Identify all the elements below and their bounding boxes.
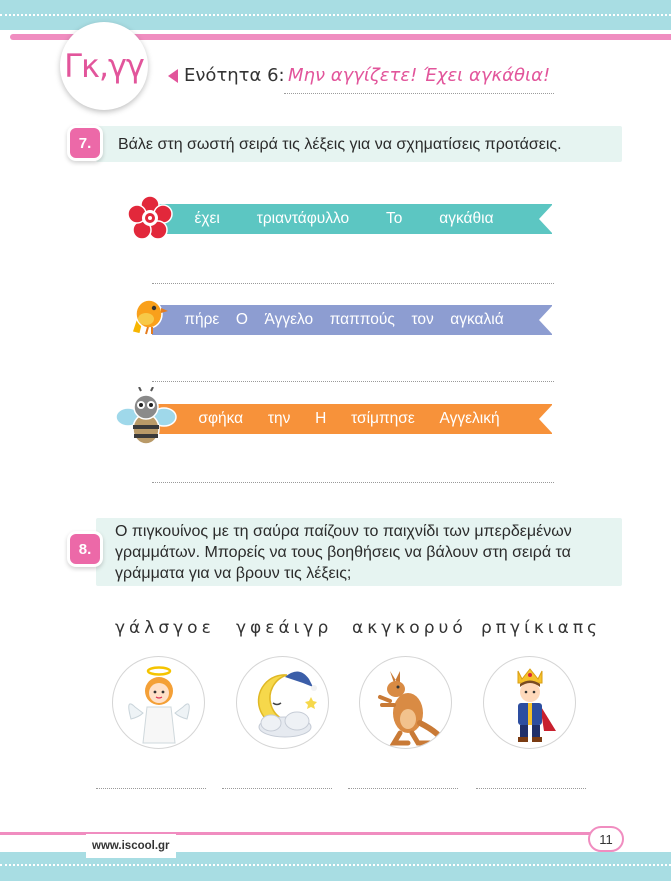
ribbon-word: τσίμπησε [351, 410, 415, 427]
exercise-7-instruction: Βάλε στη σωστή σειρά τις λέξεις για να σχηματίσεις προτάσεις. [118, 136, 562, 153]
triangle-left-icon [168, 69, 178, 83]
ribbon-word: αγκαλιά [450, 311, 504, 328]
page-number: 11 [588, 826, 624, 852]
unit-title: Μην αγγίζετε! Έχει αγκάθια! [288, 65, 551, 86]
ribbon-word: σφήκα [198, 410, 244, 427]
instruction-line: γραμμάτων. Μπορείς να τους βοηθήσεις να βάλουν στη σειρά τα [115, 544, 571, 561]
word-answer-line-4 [476, 788, 586, 789]
flower-icon [126, 195, 174, 248]
scrambled-word-4: ρπγίκιαπς [481, 618, 602, 638]
sentence-ribbon-2 [152, 305, 552, 335]
ribbon-word: Το [386, 210, 403, 227]
bee-icon [114, 387, 178, 454]
exercise-8-instruction [115, 521, 615, 584]
ribbon-word: έχει [194, 210, 220, 227]
word-answer-line-1 [96, 788, 206, 789]
ribbon-word: την [267, 410, 291, 427]
sentence-ribbon-3 [152, 404, 552, 434]
moon-icon [237, 657, 329, 749]
angel-icon [113, 657, 205, 749]
ribbon-word: τον [411, 311, 434, 328]
scrambled-word-3: ακγκορυό [352, 618, 467, 638]
website-label: www.iscool.gr [86, 834, 176, 858]
answer-line-2 [152, 381, 554, 382]
word-answer-line-3 [348, 788, 458, 789]
ribbon-word: τριαντάφυλλο [256, 210, 350, 227]
ribbon-word: Αγγελική [439, 410, 500, 427]
ribbon-word: παππούς [329, 311, 395, 328]
moon-picture [236, 656, 329, 749]
answer-line-1 [152, 283, 554, 284]
unit-label: Ενότητα 6: [184, 65, 285, 86]
answer-line-3 [152, 482, 554, 483]
ribbon-word: αγκάθια [439, 210, 494, 227]
scrambled-word-1: γάλσγοε [115, 618, 215, 638]
word-answer-line-2 [222, 788, 332, 789]
unit-title-underline [284, 93, 554, 94]
bird-icon [122, 290, 172, 345]
ribbon-word: Η [315, 410, 327, 427]
ribbon-word: πήρε [184, 311, 220, 328]
instruction-line: γράμματα για να βρουν τις λέξεις; [115, 565, 352, 582]
badge-letters: Γκ,γγ [64, 47, 144, 85]
ribbon-word: Ο [235, 311, 248, 328]
prince-icon [484, 657, 576, 749]
ribbon-word: Άγγελο [264, 311, 314, 328]
angel-picture [112, 656, 205, 749]
prince-picture [483, 656, 576, 749]
kangaroo-icon [360, 657, 452, 749]
kangaroo-picture [359, 656, 452, 749]
instruction-line: Ο πιγκουίνος με τη σαύρα παίζουν το παιχνίδι των μπερδεμένων [115, 523, 572, 540]
exercise-7-number: 7. [70, 128, 100, 158]
sentence-ribbon-1 [152, 204, 552, 234]
letter-badge [60, 22, 148, 110]
exercise-8-number: 8. [70, 534, 100, 564]
scrambled-word-2: γφεάιγρ [236, 618, 333, 638]
